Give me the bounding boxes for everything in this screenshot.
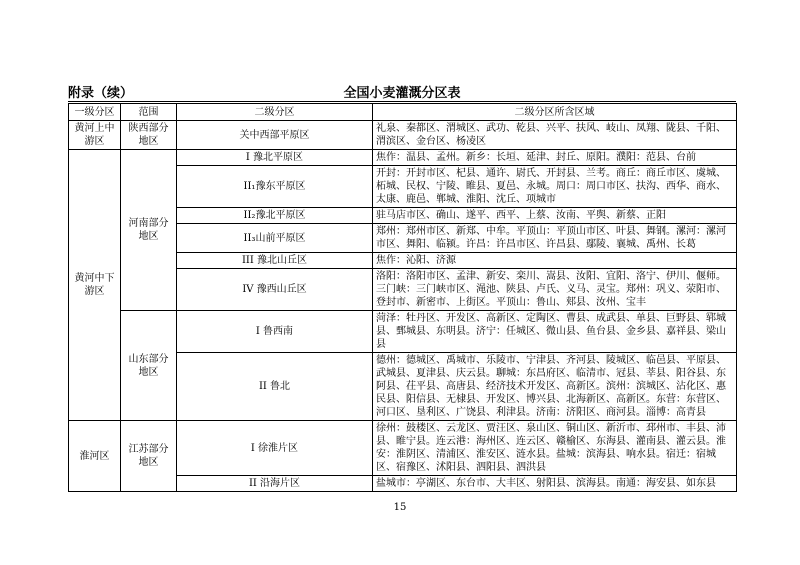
level2-cell: III 豫北山丘区 <box>177 253 373 269</box>
areas-cell: 德州：德城区、禹城市、乐陵市、宁津县、齐河县、陵城区、临邑县、平原县、武城县、夏津县、庆云县。聊城：东昌府区、临清市、冠县、莘县、阳谷县、东阿县、茌平县、高唐县、经济技术开发区、高新区。滨州：滨城区、沾化区、惠民县、阳信县、无棣县、开发区、博兴县、北海新区、高新区。东营：东营区、河口区、垦利区、广饶县、利津县。济南：济阳区、商河县。淄博：高青县 <box>373 353 737 421</box>
level2-cell: II₂豫北平原区 <box>177 208 373 224</box>
table-row <box>69 311 737 353</box>
scope-cell: 陕西部分地区 <box>121 121 177 150</box>
areas-cell: 开封：开封市区、杞县、通许、尉氏、开封县、兰考。商丘：商丘市区、虞城、柘城、民权、宁陵、睢县、夏邑、永城。周口：周口市区、扶沟、西华、商水、太康、鹿邑、郸城、淮阳、沈丘、项城市 <box>373 166 737 208</box>
page-title-row <box>68 80 736 102</box>
areas-cell: 郑州：郑州市区、新郑、中牟。平顶山：平顶山市区、叶县、舞钢。漯河：漯河市区、舞阳、临颍。许昌：许昌市区、许昌县、鄢陵、襄城、禹州、长葛 <box>373 224 737 253</box>
level1-cell: 淮河区 <box>69 421 121 492</box>
table-row <box>69 421 737 476</box>
level2-cell: II₃山前平原区 <box>177 224 373 253</box>
header-scope: 范围 <box>121 104 177 121</box>
level2-cell: I 徐淮片区 <box>177 421 373 476</box>
scope-cell: 山东部分地区 <box>121 311 177 421</box>
level1-cell: 黄河上中游区 <box>69 121 121 150</box>
header-level1: 一级分区 <box>69 104 121 121</box>
title-rule <box>68 101 736 102</box>
areas-cell: 礼泉、秦都区、渭城区、武功、乾县、兴平、扶风、岐山、凤翔、陇县、千阳、渭滨区、金台区、杨凌区 <box>373 121 737 150</box>
scope-cell: 江苏部分地区 <box>121 421 177 492</box>
areas-cell: 驻马店市区、确山、遂平、西平、上蔡、汝南、平舆、新蔡、正阳 <box>373 208 737 224</box>
level2-cell: IV 豫西山丘区 <box>177 269 373 311</box>
areas-cell: 洛阳：洛阳市区、孟津、新安、栾川、嵩县、汝阳、宜阳、洛宁、伊川、偃师。三门峡：三门峡市区、渑池、陕县、卢氏、义马、灵宝。郑州：巩义、荥阳市、登封市、新密市、上街区。平顶山：鲁山、郏县、汝州、宝丰 <box>373 269 737 311</box>
irrigation-zone-table <box>68 103 737 492</box>
appendix-label: 附录（续） <box>68 86 134 101</box>
areas-cell: 盐城市：亭湖区、东台市、大丰区、射阳县、滨海县。南通：海安县、如东县 <box>373 476 737 492</box>
level2-cell: 关中西部平原区 <box>177 121 373 150</box>
level2-cell: I 豫北平原区 <box>177 150 373 166</box>
level1-cell: 黄河中下游区 <box>69 150 121 421</box>
areas-cell: 徐州：鼓楼区、云龙区、贾汪区、泉山区、铜山区、新沂市、邳州市、丰县、沛县、睢宁县。连云港：海州区、连云区、赣榆区、东海县、灌南县、灌云县。淮安：淮阴区、清浦区、淮安区、涟水县。盐城：滨海县、响水县。宿迁：宿城区、宿豫区、沭阳县、泗阳县、泗洪县 <box>373 421 737 476</box>
level2-cell: II 沿海片区 <box>177 476 373 492</box>
page-number: 15 <box>393 502 407 513</box>
areas-cell: 菏泽：牡丹区、开发区、高新区、定陶区、曹县、成武县、单县、巨野县、郓城县、鄄城县、东明县。济宁：任城区、微山县、鱼台县、金乡县、嘉祥县、梁山县 <box>373 311 737 353</box>
table-title: 全国小麦灌溉分区表 <box>343 86 461 101</box>
header-level2: 二级分区 <box>177 104 373 121</box>
table-header-row <box>69 104 737 121</box>
level2-cell: II₁豫东平原区 <box>177 166 373 208</box>
table-row <box>69 150 737 166</box>
areas-cell: 焦作：温县、孟州。新乡：长垣、延津、封丘、原阳。濮阳：范县、台前 <box>373 150 737 166</box>
level2-cell: II 鲁北 <box>177 353 373 421</box>
scope-cell: 河南部分地区 <box>121 150 177 311</box>
areas-cell: 焦作：沁阳、济源 <box>373 253 737 269</box>
table-row <box>69 121 737 150</box>
header-areas: 二级分区所含区域 <box>373 104 737 121</box>
level2-cell: I 鲁西南 <box>177 311 373 353</box>
